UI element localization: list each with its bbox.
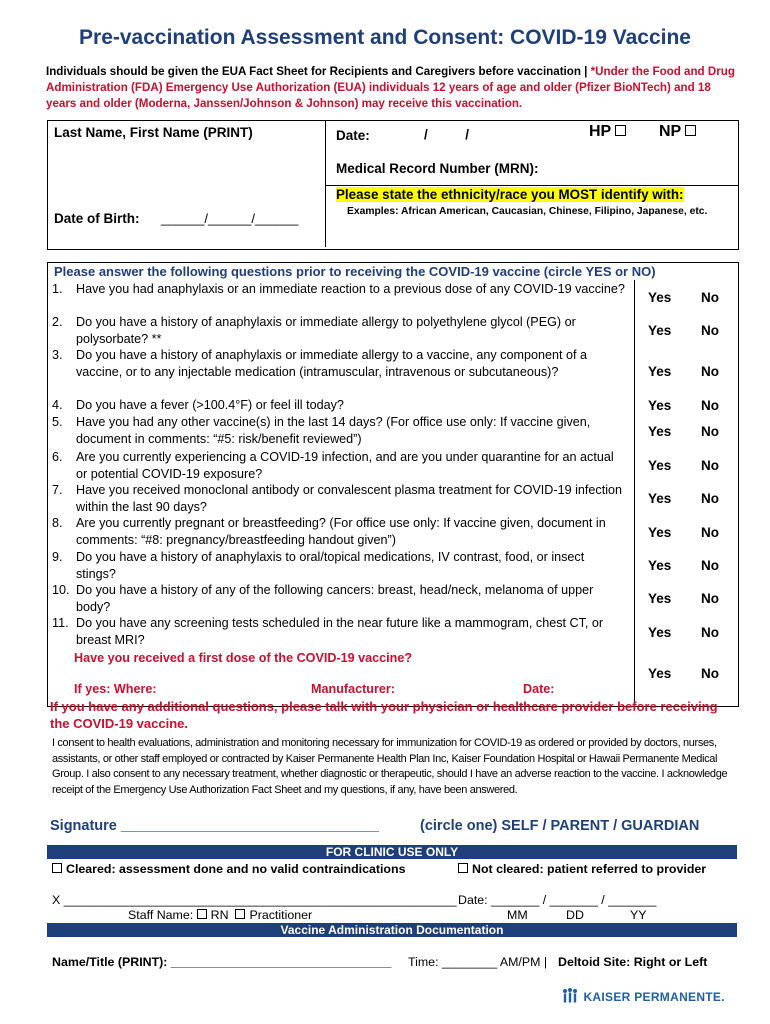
intro-plain: Individuals should be given the EUA Fact Sheet for Recipients and Caregivers before vaccination | xyxy=(46,65,591,78)
answer-no[interactable]: No xyxy=(701,323,719,338)
answer-no[interactable]: No xyxy=(701,364,719,379)
dob-field[interactable]: ______/______/______ xyxy=(161,211,299,226)
first-dose-question: Have you received a first dose of the COVID-19 vaccine? xyxy=(74,651,413,665)
logo-text: KAISER PERMANENTE. xyxy=(583,990,725,1004)
answer-no[interactable]: No xyxy=(701,666,719,681)
answer-yes[interactable]: Yes xyxy=(648,525,672,540)
answer-yes[interactable]: Yes xyxy=(648,364,672,379)
intro-eua-note: *Under the Food and Drug Administration (FDA) Emergency Use Authorization (EUA) individuals 12 years of age and older (Pfizer BioNTech) and 18 years and older (Moderna, Janssen/Johnson & Johnson) may receive this vaccination. xyxy=(46,65,735,110)
intro-text xyxy=(46,64,736,112)
cleared-checkbox[interactable] xyxy=(52,863,62,873)
answer-no[interactable]: No xyxy=(701,625,719,640)
first-dose-date: Date: xyxy=(523,682,555,696)
np-checkbox[interactable] xyxy=(685,125,696,136)
first-dose-manufacturer: Manufacturer: xyxy=(311,682,395,696)
relationship-selector[interactable]: (circle one) SELF / PARENT / GUARDIAN xyxy=(420,818,700,834)
staff-name-row: Staff Name: RN Practitioner xyxy=(128,908,313,922)
ethnicity-examples: Examples: African American, Caucasian, Chinese, Filipino, Japanese, etc. xyxy=(347,206,708,217)
question-item: 5. Have you had any other vaccine(s) in the last 14 days? (For office use only: If vaccine given, document in comments: “#5: risk/benefit reviewed”) xyxy=(52,415,591,446)
answer-no[interactable]: No xyxy=(701,525,719,540)
answer-yes[interactable]: Yes xyxy=(648,424,672,439)
answer-yes[interactable]: Yes xyxy=(648,558,672,573)
not-cleared-checkbox[interactable] xyxy=(458,863,468,873)
vaccine-admin-header: Vaccine Administration Documentation xyxy=(47,923,737,937)
kaiser-logo-icon xyxy=(561,988,579,1004)
mrn-label: Medical Record Number (MRN): xyxy=(336,161,539,176)
answer-no[interactable]: No xyxy=(701,290,719,305)
answer-yes[interactable]: Yes xyxy=(648,398,672,413)
hp-checkbox[interactable] xyxy=(615,125,626,136)
name-title-line[interactable]: Name/Title (PRINT): ________________________________ xyxy=(52,955,392,969)
answer-no[interactable]: No xyxy=(701,458,719,473)
answer-no[interactable]: No xyxy=(701,558,719,573)
clinic-use-header: FOR CLINIC USE ONLY xyxy=(47,845,737,859)
question-item: 3. Do you have a history of anaphylaxis or immediate allergy to a vaccine, any component of a vaccine, or to any injectable medication (intramuscular, intravenous or subcutaneous)? xyxy=(52,348,588,379)
mm-label: MM xyxy=(507,908,528,922)
hp-option[interactable]: HP xyxy=(589,123,630,141)
deltoid-site[interactable]: Deltoid Site: Right or Left xyxy=(558,955,708,969)
name-label: Last Name, First Name (PRINT) xyxy=(54,125,253,140)
answer-yes[interactable]: Yes xyxy=(648,290,672,305)
answer-yes[interactable]: Yes xyxy=(648,323,672,338)
answer-no[interactable]: No xyxy=(701,591,719,606)
np-option[interactable]: NP xyxy=(659,123,700,141)
yy-label: YY xyxy=(630,908,647,922)
answer-yes[interactable]: Yes xyxy=(648,666,672,681)
question-item: 9. Do you have a history of anaphylaxis to oral/topical medications, IV contrast, food, or insect stings? xyxy=(52,550,585,581)
ethnicity-label: Please state the ethnicity/race you MOST identify with: xyxy=(336,187,684,202)
answer-no[interactable]: No xyxy=(701,424,719,439)
answer-yes[interactable]: Yes xyxy=(648,625,672,640)
question-item: 11. Do you have any screening tests scheduled in the near future like a mammogram, chest CT, or breast MRI? xyxy=(52,616,604,647)
practitioner-checkbox[interactable] xyxy=(235,909,245,919)
first-dose-where: If yes: Where: xyxy=(74,682,157,696)
answer-no[interactable]: No xyxy=(701,491,719,506)
signature-line[interactable]: Signature ________________________________ xyxy=(50,818,379,834)
kaiser-logo xyxy=(561,988,725,1006)
rn-checkbox[interactable] xyxy=(197,909,207,919)
date-label: Date: xyxy=(336,128,370,143)
date-slashes: / / xyxy=(424,127,470,142)
answer-yes[interactable]: Yes xyxy=(648,591,672,606)
dob-label: Date of Birth: xyxy=(54,211,140,226)
question-item: 2. Do you have a history of anaphylaxis or immediate allergy to polyethylene glycol (PEG) or polysorbate? ** xyxy=(52,315,576,346)
answer-yes[interactable]: Yes xyxy=(648,491,672,506)
questions-warning: If you have any additional questions, please talk with your physician or healthcare provider before receiving the COVID-19 vaccine. xyxy=(50,699,718,731)
question-item: 7. Have you received monoclonal antibody or convalescent plasma treatment for COVID-19 infection within the last 90 days? xyxy=(52,483,623,514)
not-cleared-option[interactable]: Not cleared: patient referred to provider xyxy=(458,862,706,876)
questions-header: Please answer the following questions prior to receiving the COVID-19 vaccine (circle YES or NO) xyxy=(54,264,656,279)
answer-yes[interactable]: Yes xyxy=(648,458,672,473)
page-title: Pre-vaccination Assessment and Consent: COVID-19 Vaccine xyxy=(79,26,691,49)
question-item: 4. Do you have a fever (>100.4°F) or feel ill today? xyxy=(52,398,344,412)
question-item: 10. Do you have a history of any of the following cancers: breast, head/neck, melanoma of upper body? xyxy=(52,583,594,614)
clinic-date-line[interactable]: Date: _______ / _______ / _______ xyxy=(458,893,657,907)
question-item: 8. Are you currently pregnant or breastfeeding? (For office use only: If vaccine given, document in comments: “#8: pregnancy/breastfeeding handout given”) xyxy=(52,516,606,547)
question-item: 6. Are you currently experiencing a COVID-19 infection, and are you under quarantine for an actual or potential COVID-19 exposure? xyxy=(52,450,614,481)
cleared-option[interactable]: Cleared: assessment done and no valid contraindications xyxy=(52,862,405,876)
staff-signature-line[interactable]: X _________________________________________________________ xyxy=(52,893,457,907)
time-line[interactable]: Time: ________ AM/PM | xyxy=(408,955,548,969)
dd-label: DD xyxy=(566,908,584,922)
answer-no[interactable]: No xyxy=(701,398,719,413)
questions-box xyxy=(47,262,739,707)
question-item: 1. Have you had anaphylaxis or an immediate reaction to a previous dose of any COVID-19 vaccine? xyxy=(52,282,625,296)
patient-info-box xyxy=(47,120,739,250)
consent-text: I consent to health evaluations, administration and monitoring necessary for immunization for COVID-19 as ordered or provided by doctors, nurses, assistants, or other staff employed or contracted by Kaiser Permanente Health Plan Inc, Kaiser Foundation Hospital or Hawaii Permanente Medical Group. I also consent to any necessary treatment, whether diagnostic or therapeutic, should I have an adverse reaction to the vaccine. I acknowledge receipt of the Emergency Use Authorization Fact Sheet and my questions, if any, have been answered. xyxy=(52,737,728,796)
